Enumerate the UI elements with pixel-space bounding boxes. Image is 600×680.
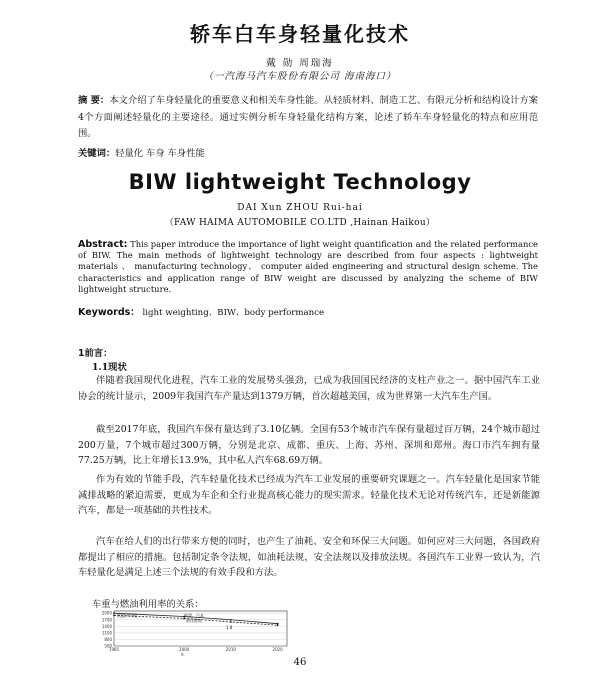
chart-y-tick-label: 800 [104,636,112,642]
chart-series-point [113,612,115,614]
paragraph-4: 汽车在给人们的出行带来方便的同时，也产生了油耗、安全和环保三大问题。如何应对三大问题，各国政府都提出了相应的措施。包括制定条令法规，如油耗法规，安全法规以及排放法规。各国汽车工业界一致认为，汽车轻量化是满足上述三个法规的有效手段和方法。 [78,536,540,578]
chart-y-tick-label: 1100 [101,630,112,636]
abstract-cn-text: 本文介绍了车身轻量化的重要意义和相关车身性能。从轻质材料、制造工艺、有限元分析和结构设计方案4个方面阐述轻量化的主要途径。通过实例分析车身轻量化结构方案，论述了轿车车身轻量化的特点和应用范围。 [78,95,538,139]
chart-annotation: 欧盟平均值 [117,613,137,618]
affiliation-cn: （一汽海马汽车股份有限公司 海南海口） [203,71,397,82]
abstract-en-label: Abstract: [78,239,128,250]
paper-title-cn: 轿车白车身轻量化技术 [190,22,410,46]
chart-x-tick-label: 2010 [225,647,236,652]
paragraph-2: 截至2017年底，我国汽车保有量达到了3.10亿辆。全国有53个城市汽车保有量超过百万辆，24个城市超过200万量，7个城市超过300万辆，分别是北京、成都、重庆、上海、苏州、深圳和郑州。海口市汽车拥有量77.25万辆，比上年增长13.9%，其中私人汽车68.69万辆。 [78,424,540,466]
abstract-cn-label: 摘 要： [78,95,110,106]
section-heading-1: 1前言： [78,348,113,359]
abstract-cn [78,93,538,143]
keywords-cn-text: 轻量化 车身 车身性能 [115,148,205,159]
chart-series-point [230,619,232,621]
chart-x-tick-label: 2020 [272,647,283,652]
chart-y-tick-label: 1700 [101,617,112,623]
subsection-heading-1-1: 1.1现状 [92,362,127,373]
paragraph-3: 作为有效的节能手段，汽车轻量化技术已经成为汽车工业发展的重要研究课题之一。汽车轻量化是国家节能减排战略的紧迫需要，更成为车企和全行业提高核心能力的现实需求。轻量化技术无论对传统汽车，还是新能源汽车，都是一项基础的共性技术。 [78,474,540,516]
keywords-cn [78,145,205,159]
affiliation-en: （FAW HAIMA AUTOMOBILE CO.LTD ,Hainan Haikou） [164,218,436,228]
page-number: 46 [293,657,307,668]
authors-cn: 戴 勋 周瑞海 [266,58,334,69]
abstract-en-text: This paper introduce the importance of light weight quantification and the related performance of BIW. The main methods of lightweight technology are described from four aspects : lightweight materials 、 manufacturing technology、 computer aided engineering and structural design scheme. The characteristics and application range of BIW weight are discussed by analyzing the scheme of BIW lightweight structure. [78,239,538,294]
keywords-en-label: Keywords： [78,307,140,318]
chart-x-tick-label: 1985 [108,647,120,652]
chart-y-tick-label: 1400 [101,623,112,629]
chart-x-tick-label: 2000 [179,647,190,652]
chart-series-point [277,624,279,626]
chart-caption: 车重与燃油利用率的关系： [92,599,204,610]
keywords-cn-label: 关键词： [78,148,116,159]
keywords-en [78,304,324,318]
chart-y-tick-label: 2000 [101,610,112,616]
chart-x-axis-label: 年 [180,652,185,656]
authors-en: DAI Xun ZHOU Rui-hai [237,203,363,213]
chart-annotation: 最佳燃耗 [186,618,202,623]
keywords-en-text: light weighting、BIW、body performance [142,308,325,318]
chart-series-point [277,623,279,625]
abstract-en [78,239,538,295]
chart-series-point [230,621,232,623]
chart-annotation: 1.8 [226,625,233,630]
paper-title-en: BIW lightweight Technology [128,170,472,194]
chart-annotation: 欧盟，日本 [184,613,204,618]
weight-fuel-chart [92,608,312,656]
paragraph-1: 伴随着我国现代化进程，汽车工业的发展势头强劲，已成为我国国民经济的支柱产业之一。据中国汽车工业协会的统计显示，2009年我国汽车产量达到1379万辆，首次超越美国，成为世界第一大汽车生产国。 [78,375,540,402]
chart-series-point [113,614,115,616]
chart-y-tick-label: 500 [104,643,112,649]
